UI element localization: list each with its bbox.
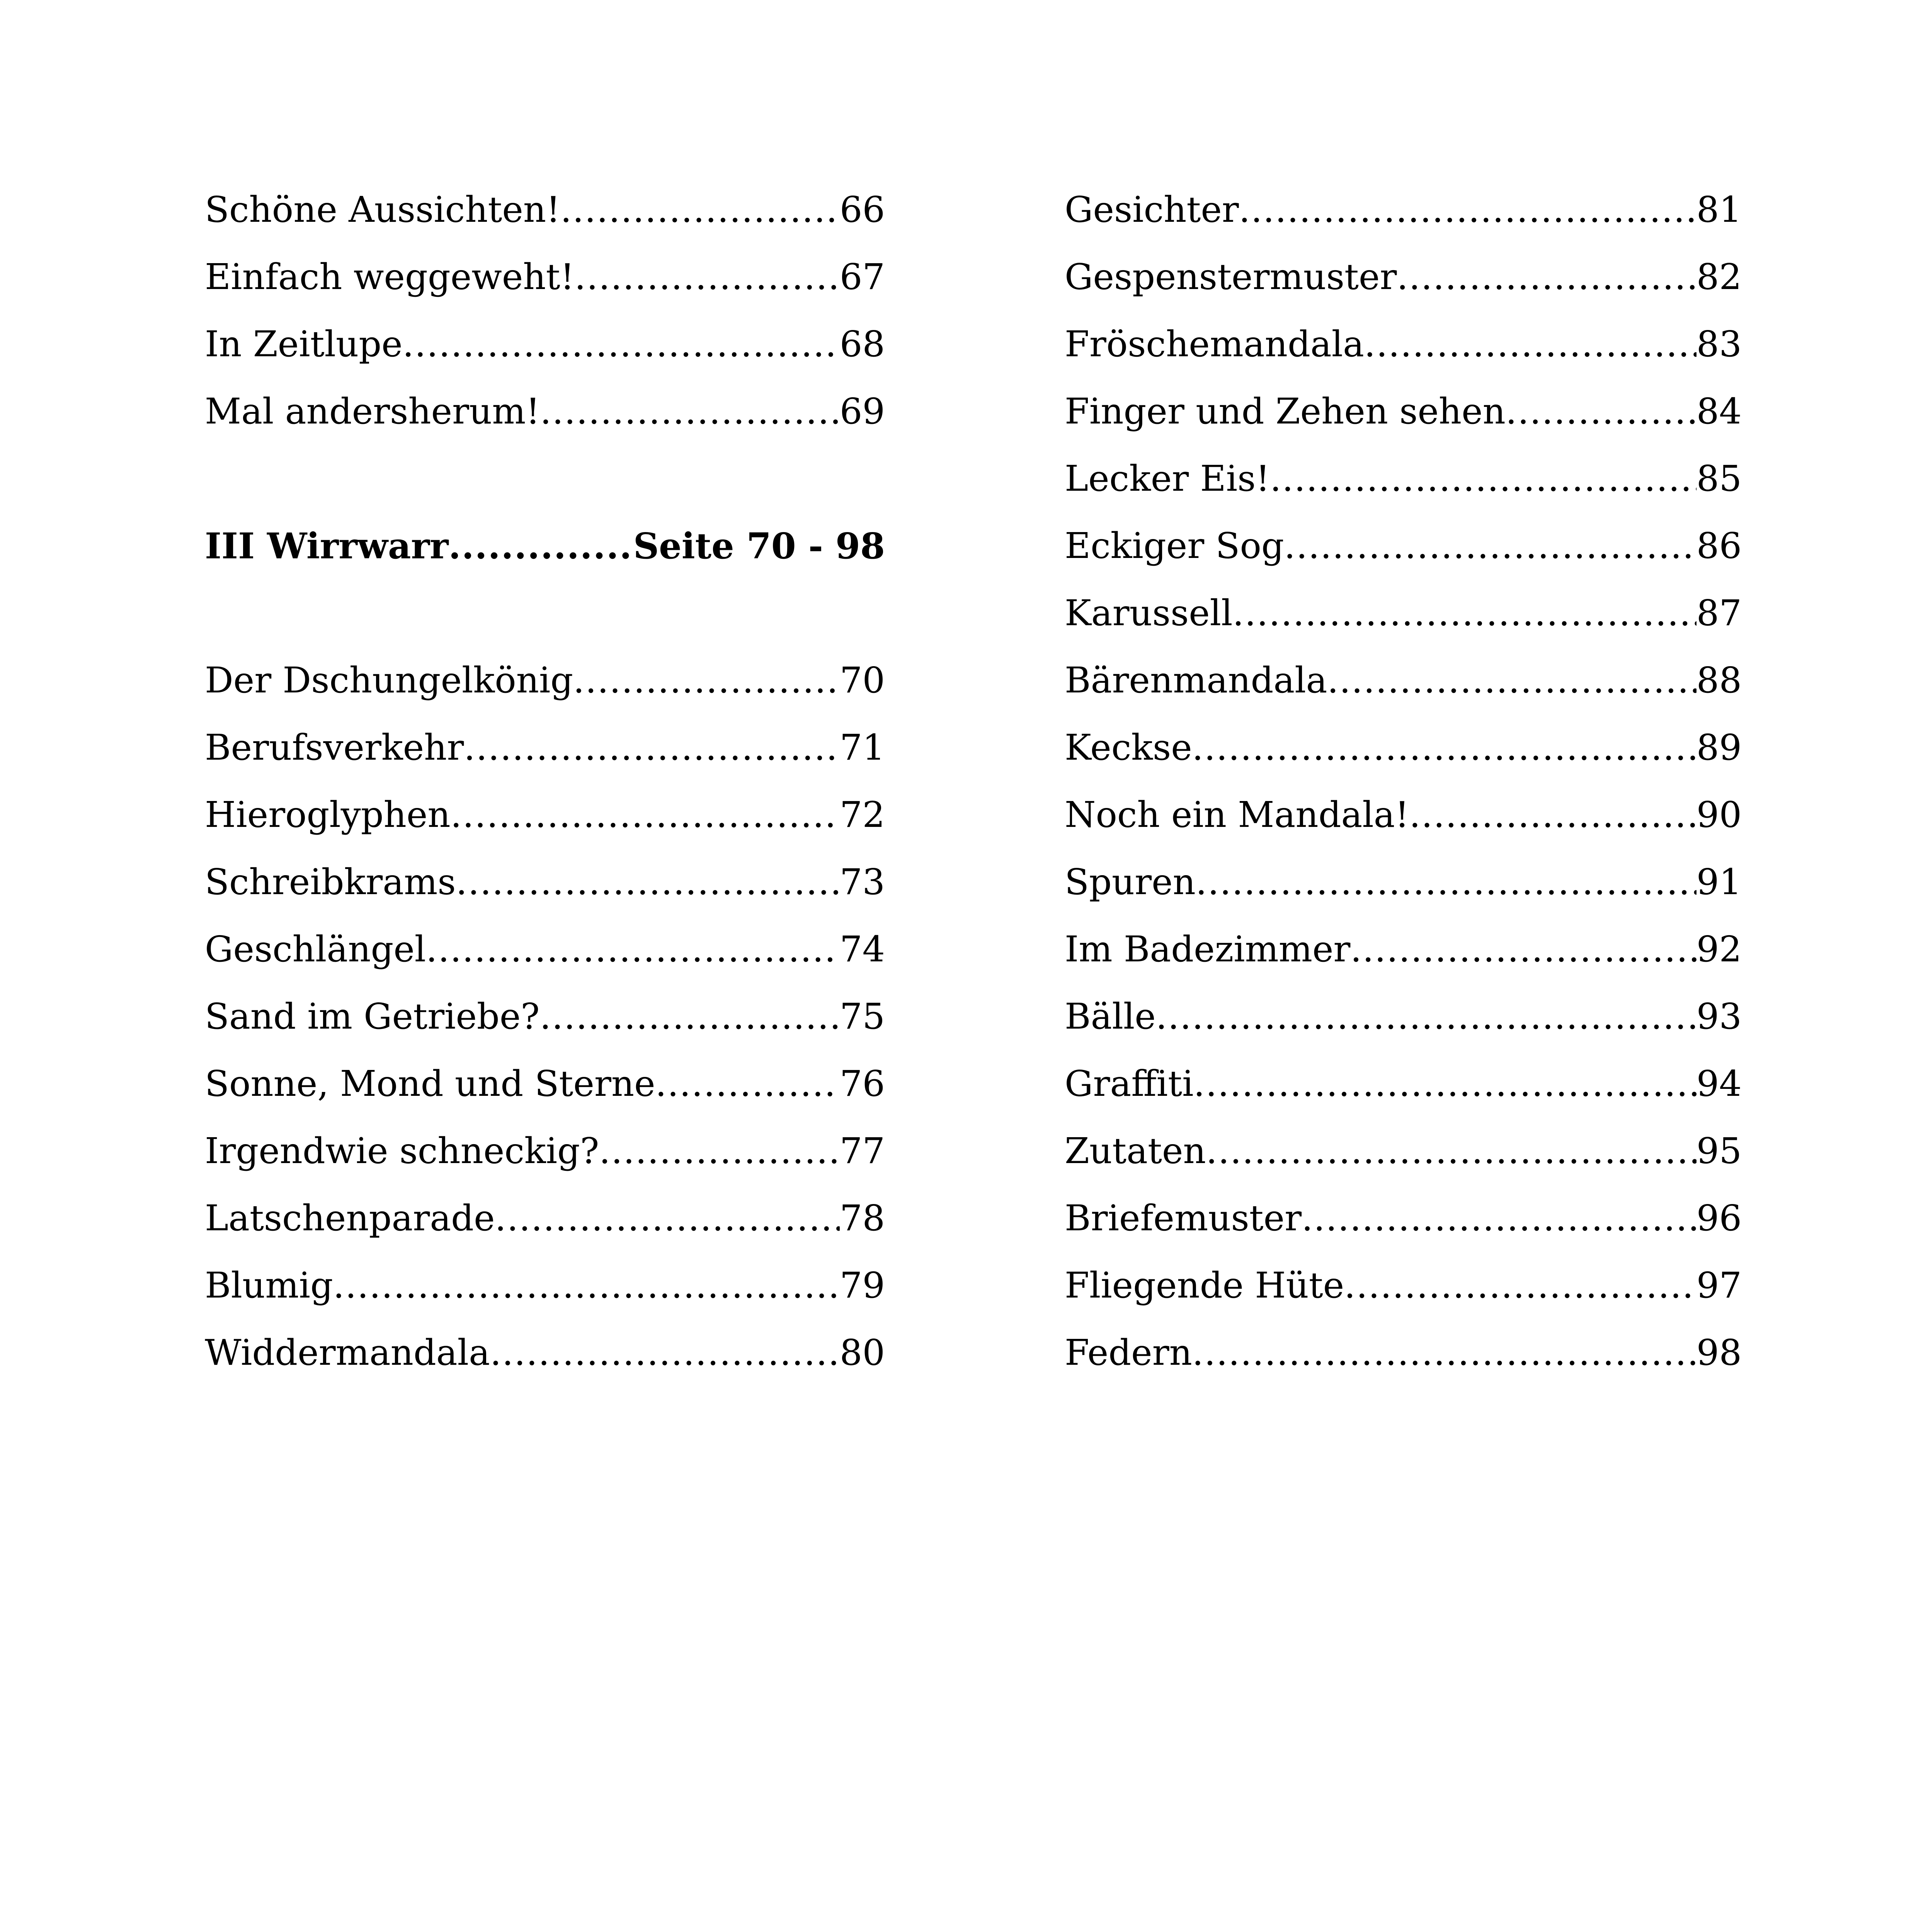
toc-entry-title: Gesichter xyxy=(1065,189,1239,230)
toc-entry-title: Gespenstermuster xyxy=(1065,256,1397,298)
section-spacer xyxy=(205,450,885,517)
toc-entry xyxy=(1065,383,1742,450)
toc-entry xyxy=(1065,853,1742,920)
dot-leader xyxy=(1192,719,1696,777)
toc-entry-title: Lecker Eis! xyxy=(1065,458,1270,499)
dot-leader xyxy=(456,853,840,911)
toc-entry-title: Eckiger Sog xyxy=(1065,525,1284,566)
toc-entry-page: 66 xyxy=(839,189,885,230)
toc-entry-title: Fliegende Hüte xyxy=(1065,1265,1344,1306)
dot-leader xyxy=(575,248,840,306)
toc-entry-page: 70 xyxy=(839,660,885,701)
dot-leader xyxy=(1344,1257,1696,1315)
toc-section-heading xyxy=(205,517,885,584)
toc-entry xyxy=(1065,181,1742,248)
toc-entry xyxy=(1065,1324,1742,1391)
toc-entry xyxy=(1065,248,1742,315)
toc-entry-title: Zutaten xyxy=(1065,1130,1206,1172)
toc-entry xyxy=(205,651,885,719)
toc-entry xyxy=(205,315,885,383)
toc-right-column xyxy=(1065,181,1742,1391)
toc-entry-page: 91 xyxy=(1696,861,1742,903)
dot-leader xyxy=(490,1324,840,1382)
toc-entry-page: 79 xyxy=(839,1265,885,1306)
toc-entry-page: 87 xyxy=(1696,592,1742,634)
toc-entry-title: Keckse xyxy=(1065,727,1192,768)
toc-entry xyxy=(1065,786,1742,853)
toc-entry xyxy=(205,1055,885,1122)
toc-entry-title: Geschlängel xyxy=(205,929,426,970)
dot-leader xyxy=(1233,584,1696,642)
toc-entry xyxy=(205,920,885,988)
toc-entry-title: Sand im Getriebe? xyxy=(205,996,540,1037)
toc-entry-title: Mal andersherum! xyxy=(205,391,540,432)
dot-leader xyxy=(1239,181,1696,239)
dot-leader xyxy=(1506,383,1696,440)
toc-entry-page: 67 xyxy=(839,256,885,298)
dot-leader xyxy=(464,719,840,777)
dot-leader xyxy=(573,651,840,709)
toc-entry-page: 85 xyxy=(1696,458,1742,499)
dot-leader xyxy=(655,1055,840,1113)
toc-entry-page: 90 xyxy=(1696,794,1742,835)
dot-leader xyxy=(599,1122,840,1180)
toc-entry xyxy=(1065,1257,1742,1324)
dot-leader xyxy=(448,517,633,575)
toc-entry-page: 83 xyxy=(1696,323,1742,365)
dot-leader xyxy=(1270,450,1696,508)
toc-entry-page: 78 xyxy=(839,1197,885,1239)
toc-entry-page: 74 xyxy=(839,929,885,970)
toc-entry-title: Blumig xyxy=(205,1265,333,1306)
toc-entry xyxy=(205,181,885,248)
toc-entry-title: Irgendwie schneckig? xyxy=(205,1130,599,1172)
toc-entry-title: Latschenparade xyxy=(205,1197,495,1239)
toc-entry-page: 76 xyxy=(839,1063,885,1104)
dot-leader xyxy=(403,315,840,373)
toc-entry-page: 72 xyxy=(839,794,885,835)
toc-entry xyxy=(1065,315,1742,383)
dot-leader xyxy=(495,1189,840,1247)
toc-section-pages: Seite 70 - 98 xyxy=(633,525,885,567)
toc-entry xyxy=(205,1324,885,1391)
toc-entry-page: 73 xyxy=(839,861,885,903)
toc-entry-title: Widdermandala xyxy=(205,1332,490,1373)
toc-entry-title: Bärenmandala xyxy=(1065,660,1327,701)
dot-leader xyxy=(540,383,840,440)
toc-entry-title: Noch ein Mandala! xyxy=(1065,794,1409,835)
dot-leader xyxy=(1397,248,1696,306)
toc-entry-title: In Zeitlupe xyxy=(205,323,403,365)
toc-entry-page: 89 xyxy=(1696,727,1742,768)
toc-entry-page: 81 xyxy=(1696,189,1742,230)
toc-entry-page: 69 xyxy=(839,391,885,432)
toc-entry xyxy=(1065,920,1742,988)
toc-entry-page: 82 xyxy=(1696,256,1742,298)
toc-entry-page: 80 xyxy=(839,1332,885,1373)
toc-entry xyxy=(1065,1122,1742,1189)
dot-leader xyxy=(1302,1189,1696,1247)
toc-entry-title: Finger und Zehen sehen xyxy=(1065,391,1506,432)
toc-entry-title: Berufsverkehr xyxy=(205,727,464,768)
toc-entry-title: Hieroglyphen xyxy=(205,794,451,835)
toc-entry-page: 93 xyxy=(1696,996,1742,1037)
dot-leader xyxy=(1409,786,1696,844)
dot-leader xyxy=(1350,920,1696,978)
toc-entry-page: 68 xyxy=(839,323,885,365)
toc-entry-title: Schöne Aussichten! xyxy=(205,189,561,230)
toc-entry-page: 98 xyxy=(1696,1332,1742,1373)
toc-entry xyxy=(205,988,885,1055)
dot-leader xyxy=(1156,988,1696,1046)
toc-entry-title: Graffiti xyxy=(1065,1063,1194,1104)
toc-entry-page: 97 xyxy=(1696,1265,1742,1306)
toc-entry-title: Einfach weggeweht! xyxy=(205,256,575,298)
toc-entry-page: 75 xyxy=(839,996,885,1037)
toc-entry-title: Schreibkrams xyxy=(205,861,456,903)
toc-entry-title: Bälle xyxy=(1065,996,1156,1037)
toc-entry xyxy=(205,719,885,786)
toc-entry-title: Karussell xyxy=(1065,592,1233,634)
toc-entry xyxy=(205,248,885,315)
toc-section-title: III Wirrwarr xyxy=(205,525,449,567)
toc-entry-title: Sonne, Mond und Sterne xyxy=(205,1063,655,1104)
dot-leader xyxy=(451,786,840,844)
toc-entry-title: Der Dschungelkönig xyxy=(205,660,573,701)
dot-leader xyxy=(1364,315,1696,373)
toc-entry-page: 88 xyxy=(1696,660,1742,701)
toc-entry xyxy=(1065,517,1742,584)
toc-entry-page: 71 xyxy=(839,727,885,768)
toc-entry xyxy=(1065,584,1742,651)
toc-entry-page: 77 xyxy=(839,1130,885,1172)
dot-leader xyxy=(560,181,840,239)
dot-leader xyxy=(1327,651,1696,709)
toc-entry xyxy=(205,853,885,920)
dot-leader xyxy=(426,920,840,978)
toc-entry xyxy=(1065,988,1742,1055)
toc-entry-page: 86 xyxy=(1696,525,1742,566)
dot-leader xyxy=(540,988,840,1046)
toc-entry xyxy=(205,1257,885,1324)
dot-leader xyxy=(1194,1055,1696,1113)
toc-entry-title: Im Badezimmer xyxy=(1065,929,1351,970)
toc-entry xyxy=(1065,719,1742,786)
toc-entry xyxy=(205,383,885,450)
toc-entry xyxy=(1065,1055,1742,1122)
section-spacer xyxy=(205,584,885,651)
toc-entry xyxy=(205,1189,885,1257)
toc-entry-title: Spuren xyxy=(1065,861,1196,903)
toc-entry-page: 95 xyxy=(1696,1130,1742,1172)
toc-entry-title: Fröschemandala xyxy=(1065,323,1364,365)
toc-entry-title: Briefemuster xyxy=(1065,1197,1302,1239)
toc-entry xyxy=(205,1122,885,1189)
toc-entry-page: 84 xyxy=(1696,391,1742,432)
toc-entry-page: 96 xyxy=(1696,1197,1742,1239)
toc-entry xyxy=(1065,450,1742,517)
toc-entry xyxy=(1065,1189,1742,1257)
dot-leader xyxy=(1196,853,1696,911)
dot-leader xyxy=(1284,517,1696,575)
dot-leader xyxy=(333,1257,840,1315)
toc-entry xyxy=(205,786,885,853)
toc-entry-page: 94 xyxy=(1696,1063,1742,1104)
toc-entry xyxy=(1065,651,1742,719)
toc-left-column xyxy=(205,181,885,1391)
toc-entry-page: 92 xyxy=(1696,929,1742,970)
dot-leader xyxy=(1192,1324,1696,1382)
toc-entry-title: Federn xyxy=(1065,1332,1192,1373)
dot-leader xyxy=(1206,1122,1696,1180)
